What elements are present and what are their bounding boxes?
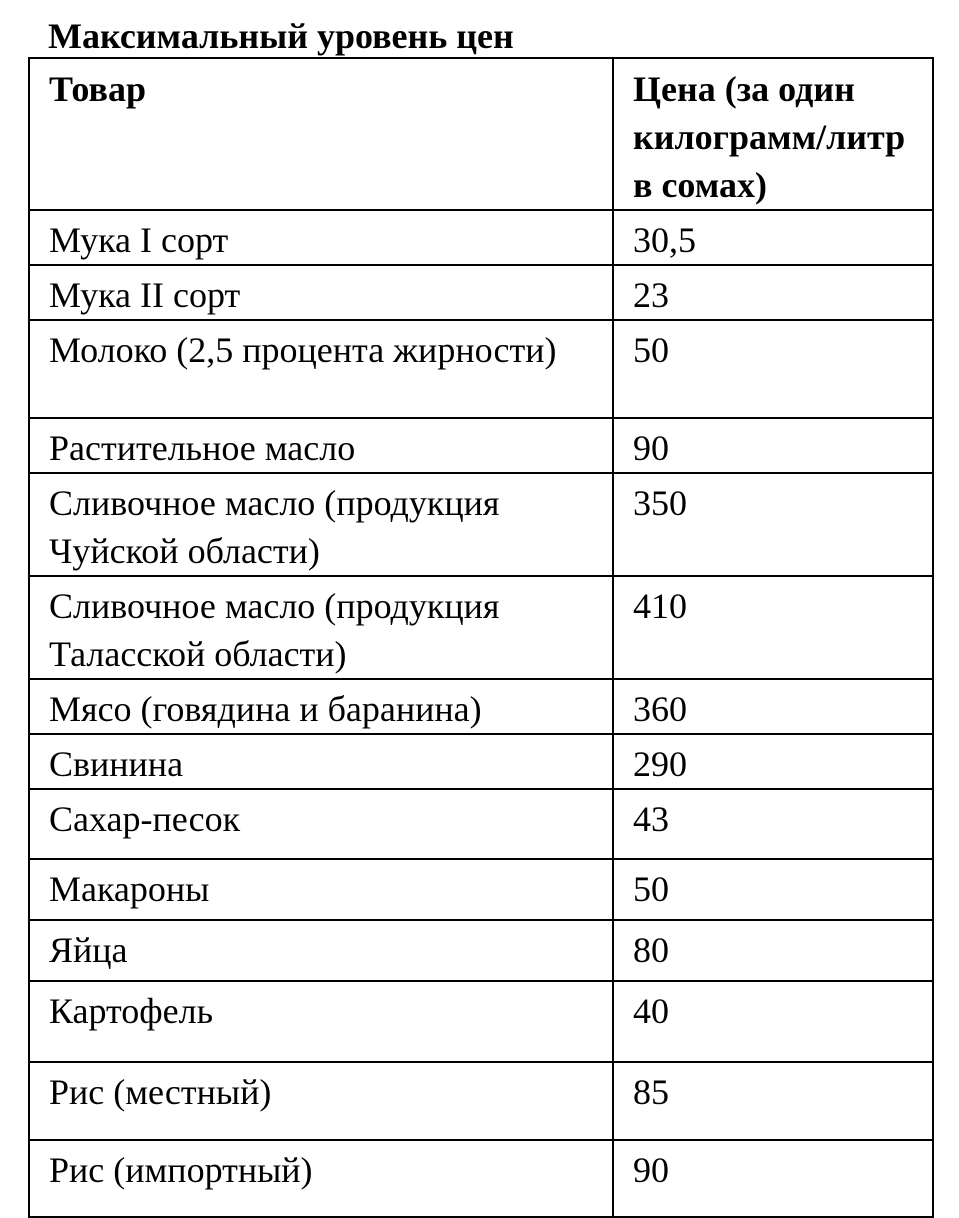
price-cell: 50 [613, 859, 933, 920]
price-cell: 410 [613, 576, 933, 679]
price-cell: 80 [613, 920, 933, 981]
product-cell: Сливочное масло (продукция Чуйской области) [29, 473, 613, 576]
column-header-price: Цена (за один килограмм/литр в сомах) [613, 58, 933, 210]
price-cell: 85 [613, 1062, 933, 1140]
page-title: Максимальный уровень цен [48, 16, 514, 56]
table-row [29, 320, 933, 418]
table-row [29, 789, 933, 859]
product-cell: Мука II сорт [29, 265, 613, 320]
table-row [29, 473, 933, 576]
column-header-product: Товар [29, 58, 613, 210]
product-cell: Свинина [29, 734, 613, 789]
table-row [29, 210, 933, 265]
price-cell: 350 [613, 473, 933, 576]
table-row [29, 1140, 933, 1217]
price-cell: 43 [613, 789, 933, 859]
table-row [29, 418, 933, 473]
product-cell: Молоко (2,5 процента жирности) [29, 320, 613, 418]
price-cell: 90 [613, 418, 933, 473]
table-row [29, 679, 933, 734]
table-row [29, 1062, 933, 1140]
table-row [29, 859, 933, 920]
table-row [29, 981, 933, 1062]
product-cell: Рис (импортный) [29, 1140, 613, 1217]
product-cell: Картофель [29, 981, 613, 1062]
product-cell: Яйца [29, 920, 613, 981]
price-cell: 40 [613, 981, 933, 1062]
price-cell: 290 [613, 734, 933, 789]
price-table [28, 57, 934, 1218]
price-cell: 30,5 [613, 210, 933, 265]
product-cell: Макароны [29, 859, 613, 920]
table-row [29, 265, 933, 320]
product-cell: Сахар-песок [29, 789, 613, 859]
table-row [29, 920, 933, 981]
product-cell: Сливочное масло (продукция Таласской области) [29, 576, 613, 679]
price-cell: 50 [613, 320, 933, 418]
price-cell: 23 [613, 265, 933, 320]
product-cell: Мука I сорт [29, 210, 613, 265]
table-header-row [29, 58, 933, 210]
product-cell: Рис (местный) [29, 1062, 613, 1140]
product-cell: Мясо (говядина и баранина) [29, 679, 613, 734]
price-cell: 360 [613, 679, 933, 734]
table-row [29, 576, 933, 679]
price-cell: 90 [613, 1140, 933, 1217]
product-cell: Растительное масло [29, 418, 613, 473]
table-row [29, 734, 933, 789]
